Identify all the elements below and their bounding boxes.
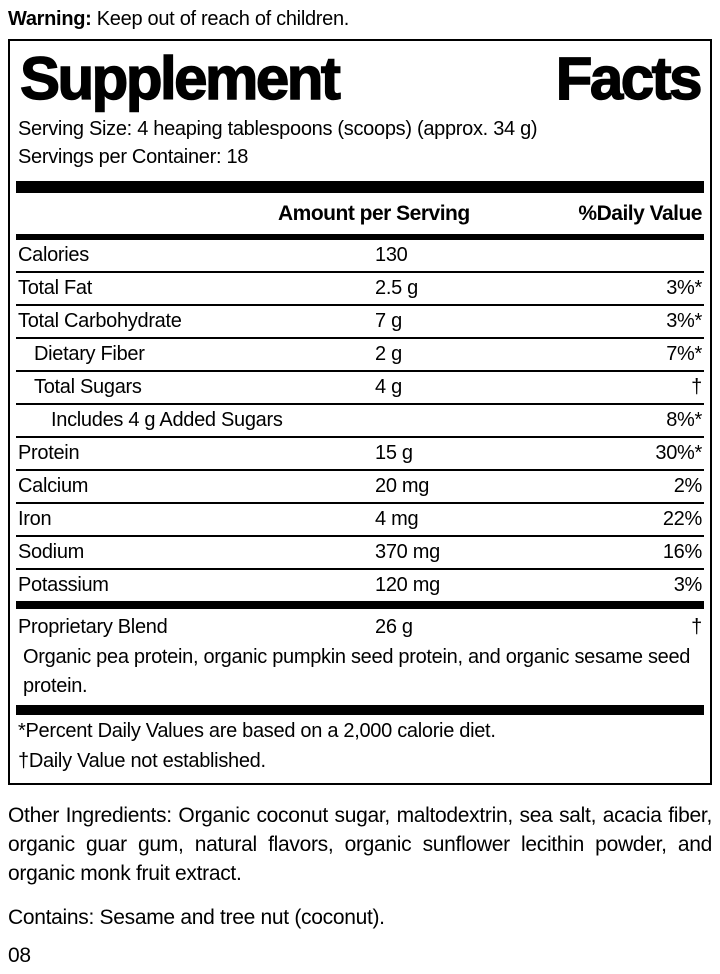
nutrient-daily-value: 30%* (655, 442, 702, 464)
column-header-row (16, 193, 704, 234)
nutrient-label: Sodium (18, 541, 85, 563)
nutrient-label: Proprietary Blend (18, 616, 168, 638)
nutrient-amount: 120 mg (375, 574, 440, 596)
table-row (16, 570, 704, 601)
separator-bar-thick (16, 705, 704, 715)
nutrient-amount: 20 mg (375, 475, 430, 497)
panel-title (16, 43, 704, 115)
table-row (16, 240, 704, 273)
nutrient-label: Calcium (18, 475, 89, 497)
column-header-amount: Amount per Serving (278, 202, 470, 225)
column-header-daily-value: %Daily Value (578, 202, 702, 225)
nutrient-daily-value: 16% (662, 541, 702, 563)
nutrient-daily-value: 7%* (666, 343, 702, 365)
panel-title-word-1: Supplement (20, 45, 339, 112)
lot-code: 08 (8, 944, 31, 967)
servings-per-container: Servings per Container: 18 (18, 146, 249, 168)
footnote-percent-daily-value: *Percent Daily Values are based on a 2,000 calorie diet. (18, 720, 496, 742)
nutrient-rows (16, 240, 704, 601)
nutrient-label: Total Sugars (34, 376, 142, 398)
nutrient-daily-value: 3%* (666, 310, 702, 332)
nutrient-amount: 15 g (375, 442, 413, 464)
nutrient-label: Total Carbohydrate (18, 310, 182, 332)
table-row (16, 306, 704, 339)
nutrient-daily-value: 3% (673, 574, 702, 596)
nutrient-amount: 26 g (375, 616, 413, 638)
warning-text (8, 6, 712, 32)
warning-body: Keep out of reach of children. (91, 8, 350, 30)
nutrient-daily-value: † (691, 616, 702, 638)
nutrient-amount: 4 mg (375, 508, 419, 530)
supplement-facts-panel (8, 39, 712, 785)
nutrient-amount: 2 g (375, 343, 402, 365)
warning-label: Warning: (8, 8, 92, 30)
footnote-daily-value-not-established: †Daily Value not established. (18, 750, 266, 772)
table-row (16, 273, 704, 306)
nutrient-daily-value: 8%* (666, 409, 702, 431)
nutrient-label: Total Fat (18, 277, 92, 299)
nutrient-label: Iron (18, 508, 52, 530)
nutrient-label: Includes 4 g Added Sugars (51, 409, 283, 431)
nutrient-label: Dietary Fiber (34, 343, 145, 365)
nutrient-amount (375, 405, 666, 436)
table-row (16, 372, 704, 405)
serving-size: Serving Size: 4 heaping tablespoons (scoops) (approx. 34 g) (18, 118, 538, 140)
nutrient-daily-value: 3%* (666, 277, 702, 299)
table-row (16, 438, 704, 471)
nutrient-daily-value: † (691, 376, 702, 398)
nutrient-label: Protein (18, 442, 80, 464)
nutrient-amount: 370 mg (375, 541, 440, 563)
separator-bar-thick (16, 601, 704, 609)
nutrient-label: Potassium (18, 574, 109, 596)
separator-bar-thick (16, 181, 704, 193)
nutrient-amount: 7 g (375, 310, 402, 332)
nutrient-label: Calories (18, 244, 89, 266)
nutrient-amount: 130 (375, 244, 408, 266)
contains-statement: Contains: Sesame and tree nut (coconut). (8, 906, 385, 929)
proprietary-blend-row (16, 611, 704, 643)
proprietary-blend-description: Organic pea protein, organic pumpkin seed protein, and organic sesame seed protein. (23, 646, 691, 697)
nutrient-daily-value (702, 240, 704, 271)
table-row (16, 537, 704, 570)
nutrient-amount: 4 g (375, 376, 402, 398)
table-row (16, 504, 704, 537)
table-row (16, 339, 704, 372)
other-ingredients: Other Ingredients: Organic coconut sugar, maltodextrin, sea salt, acacia fiber, organic guar gum, natural flavors, organic sunflower lecithin powder, and organic monk fruit extract. (8, 804, 712, 885)
table-row (16, 471, 704, 504)
table-row (16, 405, 704, 438)
panel-title-word-2: Facts (555, 45, 700, 112)
nutrient-daily-value: 2% (673, 475, 702, 497)
nutrient-amount: 2.5 g (375, 277, 418, 299)
nutrient-daily-value: 22% (662, 508, 702, 530)
